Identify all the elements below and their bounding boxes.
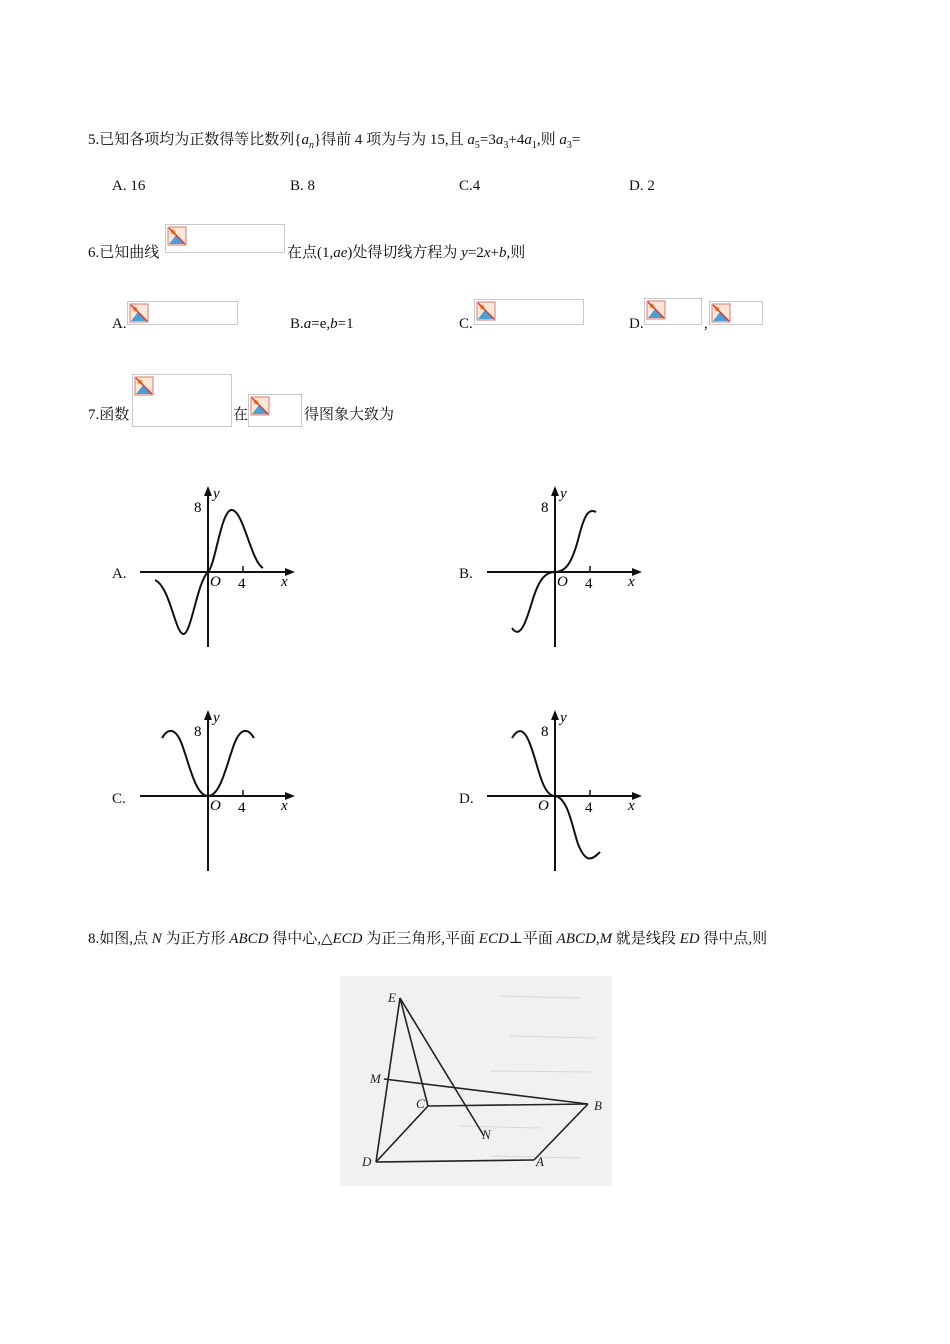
q7-graph-d-label: D. <box>459 791 474 807</box>
label-M: M <box>370 1071 381 1086</box>
q7-stem-c: 得图象大致为 <box>304 407 395 423</box>
q5-option-c: C.4 <box>459 178 481 194</box>
q6-opt-b-mid: =e, <box>311 316 331 332</box>
y-label: y <box>560 486 567 502</box>
x-label: x <box>628 574 635 590</box>
q8-stem-b: 为正方形 <box>161 931 230 947</box>
q6-stem-b <box>287 241 525 262</box>
y-tick-label: 8 <box>194 724 202 740</box>
q5-a: a <box>301 132 309 148</box>
q5-a3b: a <box>559 132 567 148</box>
q5-option-b: B. 8 <box>290 178 316 194</box>
label-C: C <box>416 1096 425 1111</box>
geometry-figure <box>340 976 612 1186</box>
q7-graph-c-label: C. <box>112 791 126 807</box>
y-tick-label: 8 <box>541 500 549 516</box>
q8-N: N <box>151 931 162 947</box>
q5-sub-n: n <box>308 140 314 151</box>
q5-a3: a <box>495 132 504 148</box>
y-label: y <box>560 710 567 726</box>
q6-option-b <box>290 316 354 333</box>
label-E: E <box>388 990 396 1005</box>
pyramid-diagram <box>340 976 612 1186</box>
broken-image-icon <box>167 226 187 246</box>
q8-stem-c: 得中心,△ <box>268 931 333 947</box>
q8-ABCD: ABCD <box>229 931 269 947</box>
background-noise <box>460 996 595 1158</box>
q8-stem-g: 得中点,则 <box>699 931 768 947</box>
q6-ae: ae <box>333 245 348 261</box>
q6-x: x <box>483 245 491 261</box>
q6-option-d-label: D. <box>629 316 644 332</box>
q7-stem-a: 7.函数 <box>88 407 130 423</box>
q7-stem-b: 在 <box>233 407 249 423</box>
q5-stem-a: 5.已知各项均为正数得等比数列{ <box>88 132 302 148</box>
q6-option-d-comma: , <box>704 316 708 332</box>
q6-stem-b-text: 在点(1, <box>287 245 334 261</box>
q5-sub-5: 5 <box>474 140 480 151</box>
origin-label: O <box>210 574 221 590</box>
q8-M: M <box>599 931 613 947</box>
q6-opt-b-end: =1 <box>337 316 354 332</box>
q6-opt-b-b: b <box>330 316 338 332</box>
y-axis-arrow <box>204 486 212 496</box>
q8-ECD2: ECD <box>478 931 509 947</box>
q5-stem-b: }得前 4 项为与为 15,且 <box>313 132 468 148</box>
broken-image-icon <box>129 303 149 323</box>
q6-stem-c: )处得切线方程为 <box>347 245 462 261</box>
x-label: x <box>628 798 635 814</box>
q5-sub-3b: 3 <box>566 140 572 151</box>
label-A: A <box>536 1154 544 1169</box>
q8-stem-a: 8.如图,点 <box>88 931 152 947</box>
q8-stem <box>88 927 767 948</box>
q6-stem-d: ,则 <box>506 245 526 261</box>
q7-graph-b-label: B. <box>459 566 473 582</box>
q5-a1: a <box>524 132 532 148</box>
q5-a5: a <box>467 132 475 148</box>
label-B: B <box>594 1098 602 1113</box>
q8-comma: , <box>595 931 600 947</box>
q5-plus: +4 <box>508 132 525 148</box>
label-N: N <box>482 1127 491 1142</box>
broken-image-icon <box>134 376 154 396</box>
label-D: D <box>362 1154 372 1169</box>
q8-stem-f: 就是线段 <box>612 931 680 947</box>
q5-then: ,则 <box>536 132 560 148</box>
broken-image-icon <box>646 300 666 320</box>
broken-image-icon <box>250 396 270 416</box>
q8-stem-e: ⊥平面 <box>508 931 557 947</box>
q6-opt-b-a: a <box>303 316 312 332</box>
y-label: y <box>213 710 220 726</box>
q6-plus: + <box>490 245 499 261</box>
graph-d <box>482 706 652 876</box>
broken-image-function <box>132 374 232 427</box>
broken-image-icon <box>711 303 731 323</box>
q8-ECD: ECD <box>332 931 363 947</box>
origin-label: O <box>538 798 549 814</box>
q8-ED: ED <box>679 931 700 947</box>
q7-graph-a-label: A. <box>112 566 127 582</box>
x-label: x <box>281 574 288 590</box>
x-tick-label: 4 <box>585 576 593 592</box>
y-axis-arrow <box>551 710 559 720</box>
q5-eq: =3 <box>479 132 496 148</box>
origin-label: O <box>557 574 568 590</box>
q6-stem-a: 6.已知曲线 <box>88 245 160 261</box>
q6-option-c-label: C. <box>459 316 473 332</box>
broken-image-interval <box>248 394 302 427</box>
q5-stem <box>88 128 580 151</box>
origin-label: O <box>210 798 221 814</box>
q6-y: y <box>461 245 468 261</box>
q6-eq2x: =2 <box>467 245 484 261</box>
graph-b <box>482 482 652 652</box>
broken-image-curve <box>165 224 285 253</box>
y-tick-label: 8 <box>541 724 549 740</box>
q5-sub-3a: 3 <box>503 140 509 151</box>
broken-image-option-d1 <box>644 298 702 325</box>
graph-c <box>135 706 305 876</box>
q8-ABCD2: ABCD <box>556 931 596 947</box>
broken-image-icon <box>476 301 496 321</box>
y-tick-label: 8 <box>194 500 202 516</box>
q5-option-a: A. 16 <box>112 178 146 194</box>
x-label: x <box>281 798 288 814</box>
x-tick-label: 4 <box>238 800 246 816</box>
x-tick-label: 4 <box>238 576 246 592</box>
broken-image-option-a <box>127 301 238 325</box>
y-label: y <box>213 486 220 502</box>
q6-opt-b-pre: B. <box>290 316 304 332</box>
broken-image-option-d2 <box>709 301 763 325</box>
broken-image-option-c <box>474 299 584 325</box>
x-tick-label: 4 <box>585 800 593 816</box>
q6-b: b <box>498 245 507 261</box>
q5-sub-1: 1 <box>531 140 537 151</box>
y-axis-arrow <box>551 486 559 496</box>
q8-stem-d: 为正三角形,平面 <box>362 931 479 947</box>
q6-option-a-label: A. <box>112 316 127 332</box>
graph-a <box>135 482 305 652</box>
q5-option-d: D. 2 <box>629 178 655 194</box>
q5-equals: = <box>571 132 581 148</box>
y-axis-arrow <box>204 710 212 720</box>
